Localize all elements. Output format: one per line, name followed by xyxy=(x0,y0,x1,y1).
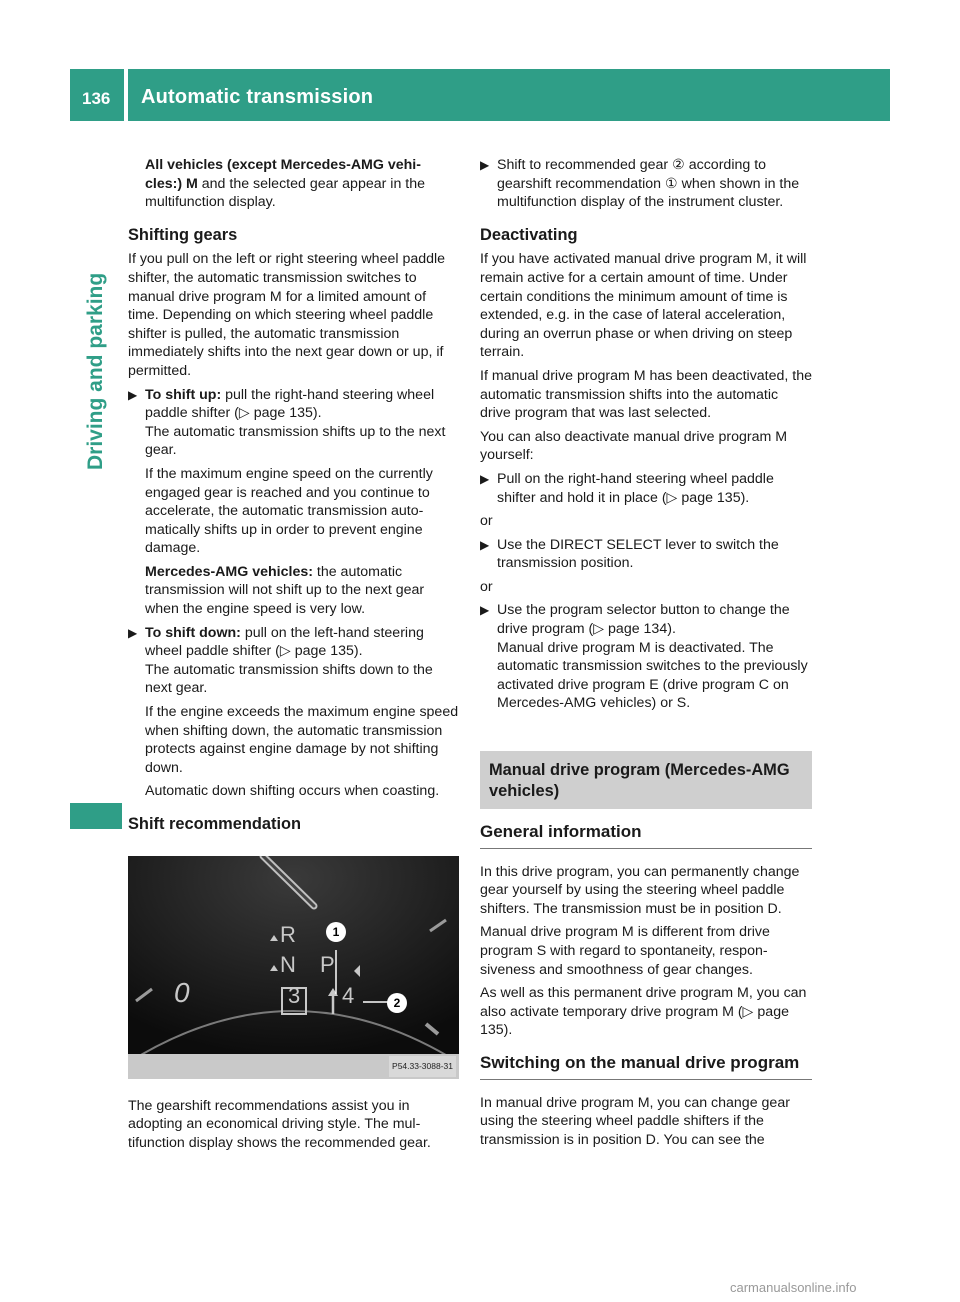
or-separator: or xyxy=(480,578,493,595)
step-label: To shift up: xyxy=(145,386,222,403)
deactivating-paragraph-3: You can also deactivate manual drive program M yourself: xyxy=(480,428,788,464)
step-deactivate-lever xyxy=(480,536,812,573)
side-tab-marker xyxy=(70,803,122,829)
general-paragraph-1: In this drive program, you can permanently change gear yourself by using the steering wheel paddle shifters. The transmission must be in position D. xyxy=(480,863,800,917)
current-gear: 3 xyxy=(288,982,301,1008)
heading-shift-recommendation: Shift recommendation xyxy=(128,815,302,833)
coast-note: Automatic down shifting occurs when coasting. xyxy=(145,783,440,800)
step-text: Shift to recommended gear ② according to gearshift recommendation ① when shown in the multifunction display of the instrument cluster. xyxy=(497,157,800,211)
heading-general-information: General information xyxy=(480,823,812,849)
amg-note xyxy=(128,563,460,619)
step-arrow-icon: ▶ xyxy=(480,471,490,486)
step-shift-up xyxy=(128,386,460,460)
step-result: The automatic transmission shifts up to the next gear. xyxy=(145,423,446,459)
step-text: pull the right-hand steering wheel paddle shifter (▷ page 135). xyxy=(145,386,435,422)
step-text: Pull on the right-hand steering wheel paddle shifter and hold it in place (▷ page 135). xyxy=(497,470,774,506)
gear-p: P xyxy=(320,951,335,977)
step-deactivate-selector xyxy=(480,601,812,713)
general-paragraph-3: As well as this permanent drive program M, you can also activate temporary drive program M (▷ page 135). xyxy=(480,985,807,1039)
step-arrow-icon: ▶ xyxy=(128,625,138,640)
step-shift-down xyxy=(128,624,460,698)
down-note: If the engine exceeds the maximum engine speed when shifting down, the automatic transmission protects against engine damage by not shifting down. xyxy=(145,704,459,776)
intro-bold-1: All vehicles (except Mercedes-AMG vehi- xyxy=(145,157,421,173)
recommended-gear: 4 xyxy=(342,982,355,1008)
callout-1: 1 xyxy=(326,922,346,942)
deactivating-paragraph-2: If manual drive program M has been deactivated, the automatic transmission shifts into the automatic drive program that was last selected. xyxy=(480,367,813,422)
section-title: Automatic transmission xyxy=(141,86,374,108)
step-arrow-icon: ▶ xyxy=(480,158,490,172)
up-note: If the maximum engine speed on the currently engaged gear is reached and you continue to accelerate, the automatic transmission automatically shifts up in order to prevent engine damage. xyxy=(145,465,433,557)
heading-deactivating: Deactivating xyxy=(480,225,578,244)
intro-text-2: and the selected gear appear in the xyxy=(197,175,425,192)
figure-code: P54.33-3088-31 xyxy=(389,1056,456,1077)
intro-paragraph xyxy=(128,156,460,212)
step-result: The automatic transmission shifts down to the next gear. xyxy=(145,661,433,697)
switching-paragraph: In manual drive program M, you can change gear using the steering wheel paddle shifters if the transmission is in position D. You can see the xyxy=(480,1094,790,1148)
amg-label: Mercedes-AMG vehicles: xyxy=(145,563,313,580)
instrument-cluster-figure xyxy=(128,856,459,1079)
step-text: Use the DIRECT SELECT lever to switch the transmission position. xyxy=(497,536,779,572)
watermark: carmanualsonline.info xyxy=(730,1280,857,1295)
step-deactivate-paddle xyxy=(480,470,812,507)
step-shift-recommended xyxy=(480,156,812,212)
deactivating-paragraph-1: If you have activated manual drive program M, it will remain active for a certain amount of time. Under certain conditions the minimum amount of time is extended, e.g. in the case of lateral acceleration, during an overrun phase or when driving on steep terrain. xyxy=(480,251,807,361)
step-text: pull on the left-hand steering wheel paddle shifter (▷ page 135). xyxy=(145,624,424,660)
amg-text: the automatic transmission will not shift up to the next gear when the engine speed is very low. xyxy=(145,563,425,618)
step-arrow-icon: ▶ xyxy=(480,603,490,618)
step-text: Use the program selector button to change the drive program (▷ page 134). xyxy=(497,602,790,638)
step-result: Manual drive program M is deactivated. The automatic transmission switches to the previously activated drive program E (drive program C on Mercedes-AMG vehicles) or S. xyxy=(497,639,808,712)
callout-2: 2 xyxy=(387,993,407,1013)
section-box-title: Manual drive program (Mercedes-AMG vehicles) xyxy=(480,751,812,809)
side-tab-label: Driving and parking xyxy=(84,272,107,470)
shifting-paragraph: If you pull on the left or right steering wheel paddle shifter, the automatic transmission switches to manual drive program M for a limited amount of time. Depending on which steering wheel paddle shifter is pulled, the automatic transmission immediately shifts into the next gear down or up, if permitted. xyxy=(128,251,446,379)
heading-switching-on: Switching on the manual drive program xyxy=(480,1054,812,1080)
right-column xyxy=(480,156,812,1154)
step-label: To shift down: xyxy=(145,624,241,641)
left-column xyxy=(128,156,460,1157)
step-arrow-icon: ▶ xyxy=(480,537,490,552)
gear-n: N xyxy=(280,951,296,977)
gear-r: R xyxy=(280,921,296,947)
page-number: 136 xyxy=(82,89,111,108)
or-separator: or xyxy=(480,513,493,530)
step-arrow-icon: ▶ xyxy=(128,387,138,402)
general-paragraph-2: Manual drive program M is different from drive program S with regard to spontaneity, responsiveness and smoothness of gear changes. xyxy=(480,924,770,978)
intro-bold-2: cles:) M xyxy=(145,175,198,192)
intro-text-3: multifunction display. xyxy=(145,194,276,211)
header-divider xyxy=(124,69,128,121)
heading-shifting-gears: Shifting gears xyxy=(128,225,238,244)
recommendation-paragraph: The gearshift recommendations assist you in adopting an economical driving style. The multifunction display shows the recommended gear. xyxy=(128,1097,431,1151)
speed-digit: 0 xyxy=(174,976,190,1008)
